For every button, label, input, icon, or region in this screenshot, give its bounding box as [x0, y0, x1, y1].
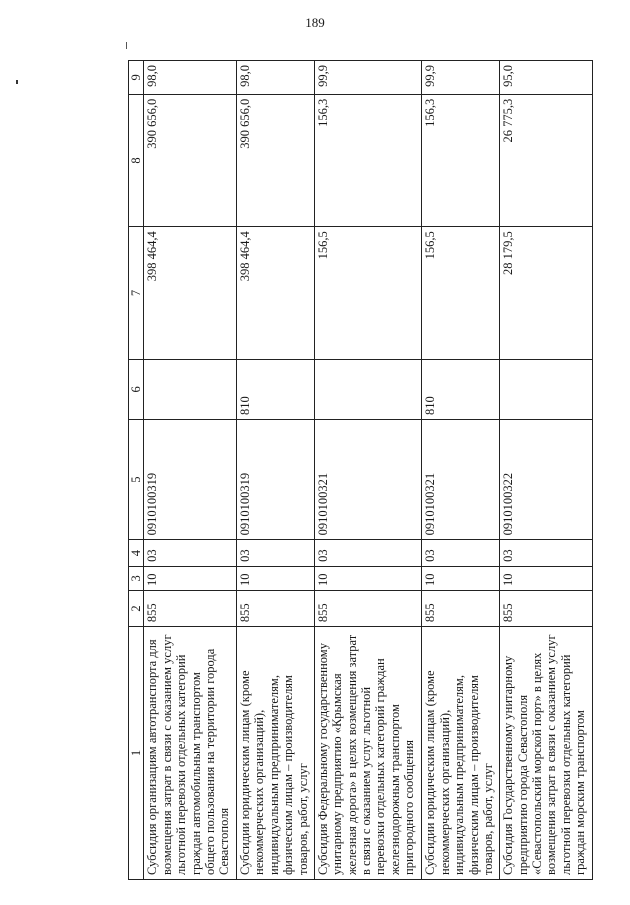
ministry-code: 855 [144, 590, 237, 626]
table-row [422, 61, 500, 880]
ministry-code: 855 [500, 590, 593, 626]
target-article-code: 0910100321 [422, 419, 500, 539]
planned-amount: 398 464,4 [144, 227, 237, 359]
scan-mark [126, 42, 127, 49]
executed-amount: 156,3 [314, 94, 422, 226]
ministry-code: 855 [237, 590, 315, 626]
column-header: 6 [129, 359, 144, 419]
item-description: Субсидия Государственному унитарному предприятию города Севастополя «Севастопольский морской порт» в целях возмещения затрат в связи с оказанием услуг льготной перевозки отдельных категорий граждан морским транспортом [500, 627, 593, 880]
expense-type-code: 810 [422, 359, 500, 419]
column-header: 4 [129, 540, 144, 566]
expense-type-code: 810 [237, 359, 315, 419]
planned-amount: 398 464,4 [237, 227, 315, 359]
subsection-code: 03 [237, 540, 315, 566]
column-header: 1 [129, 627, 144, 880]
item-description: Субсидии юридическим лицам (кроме некоммерческих организаций), индивидуальным предпринимателям, физическим лицам – производителям товаров, работ, услуг [422, 627, 500, 880]
planned-amount: 156,5 [422, 227, 500, 359]
section-code: 10 [144, 566, 237, 590]
subsection-code: 03 [422, 540, 500, 566]
executed-amount: 26 775,3 [500, 94, 593, 226]
item-description: Субсидия Федеральному государственному унитарному предприятию «Крымская железная дорога» в целях возмещения затрат в связи с оказанием услуг льготной перевозки отдельных категорий граждан железнодорожным транспортом пригородного сообщения [314, 627, 422, 880]
target-article-code: 0910100322 [500, 419, 593, 539]
subsection-code: 03 [500, 540, 593, 566]
execution-percent: 98,0 [144, 61, 237, 95]
section-code: 10 [422, 566, 500, 590]
table-row [314, 61, 422, 880]
item-description: Субсидии юридическим лицам (кроме некоммерческих организаций), индивидуальным предпринимателям, физическим лицам – производителям товаров, работ, услуг [237, 627, 315, 880]
column-header: 3 [129, 566, 144, 590]
table-row [237, 61, 315, 880]
execution-percent: 98,0 [237, 61, 315, 95]
execution-percent: 99,9 [422, 61, 500, 95]
expense-type-code [500, 359, 593, 419]
target-article-code: 0910100319 [144, 419, 237, 539]
ministry-code: 855 [314, 590, 422, 626]
expense-type-code [314, 359, 422, 419]
planned-amount: 156,5 [314, 227, 422, 359]
page-number: 189 [305, 15, 325, 30]
column-header: 5 [129, 419, 144, 539]
section-code: 10 [314, 566, 422, 590]
executed-amount: 390 656,0 [144, 94, 237, 226]
column-header: 2 [129, 590, 144, 626]
table-row [500, 61, 593, 880]
subsection-code: 03 [314, 540, 422, 566]
item-description: Субсидия организациям автотранспорта для возмещения затрат в связи с оказанием услуг льготной перевозки отдельных категорий граждан автомобильным транспортом общего пользования на территории города Севастополя [144, 627, 237, 880]
execution-percent: 95,0 [500, 61, 593, 95]
planned-amount: 28 179,5 [500, 227, 593, 359]
column-header: 8 [129, 94, 144, 226]
budget-table [128, 60, 593, 880]
expense-type-code [144, 359, 237, 419]
section-code: 10 [500, 566, 593, 590]
execution-percent: 99,9 [314, 61, 422, 95]
executed-amount: 390 656,0 [237, 94, 315, 226]
landscape-table-container [128, 60, 593, 880]
target-article-code: 0910100321 [314, 419, 422, 539]
subsection-code: 03 [144, 540, 237, 566]
section-code: 10 [237, 566, 315, 590]
ministry-code: 855 [422, 590, 500, 626]
column-header: 7 [129, 227, 144, 359]
table-header-row [129, 61, 144, 880]
table-row [144, 61, 237, 880]
target-article-code: 0910100319 [237, 419, 315, 539]
scan-mark [16, 80, 18, 84]
executed-amount: 156,3 [422, 94, 500, 226]
column-header: 9 [129, 61, 144, 95]
rotated-table-area [128, 60, 593, 880]
